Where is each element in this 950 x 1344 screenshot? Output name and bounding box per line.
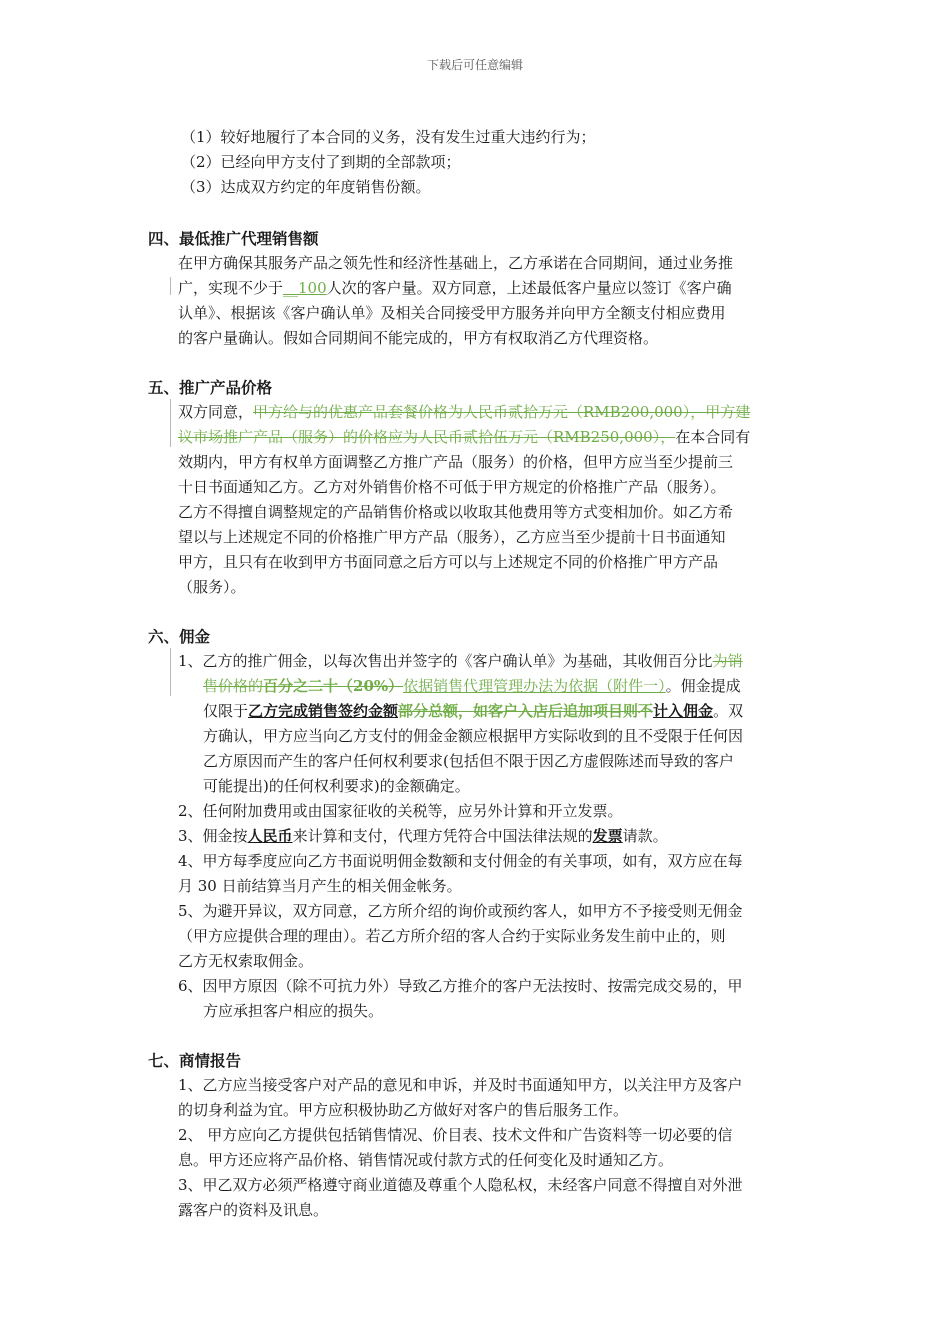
page-header: 下载后可任意编辑 bbox=[426, 58, 523, 72]
s4-line-3: 认单》、根据该《客户确认单》及相关合同接受甲方服务并向甲方全额支付相应费用 bbox=[178, 304, 726, 322]
deleted-price-text: 议市场推广产品（服务）的价格应为人民币贰拾伍万元（RMB250,000）， bbox=[178, 428, 676, 446]
deleted-price-text: 甲方给与的优惠产品套餐价格为人民币贰拾万元（RMB200,000），甲方建 bbox=[253, 403, 751, 421]
section-7-heading: 七、商情报告 bbox=[148, 1051, 242, 1070]
revision-marker bbox=[170, 399, 171, 447]
revision-marker bbox=[170, 648, 171, 696]
condition-item: （3）达成双方约定的年度销售份额。 bbox=[181, 178, 431, 196]
s6-item-6-line-2: 方应承担客户相应的损失。 bbox=[203, 1002, 384, 1020]
s5-line-4: 十日书面通知乙方。乙方对外销售价格不可低于甲方规定的价格推广产品（服务）。 bbox=[178, 478, 726, 496]
s5-line-6: 望以与上述规定不同的价格推广甲方产品（服务），乙方应当至少提前十日书面通知 bbox=[178, 528, 726, 546]
s7-item-1-line-2: 的切身利益为宜。甲方应积极协助乙方做好对客户的售后服务工作。 bbox=[178, 1101, 629, 1119]
s5-line-2: 议市场推广产品（服务）的价格应为人民币贰拾伍万元（RMB250,000），在本合同有 bbox=[178, 428, 751, 446]
s6-item-5-line-2: （甲方应提供合理的理由）。若乙方所介绍的客人合约于实际业务发生前中止的，则 bbox=[178, 927, 726, 945]
revision-marker bbox=[170, 277, 171, 295]
s6-item-1-line-2: 售价格的百分之二十（20%）依据销售代理管理办法为依据（附件一）。佣金提成 bbox=[203, 677, 741, 695]
inserted-commission-basis: 依据销售代理管理办法为依据（附件一） bbox=[403, 677, 666, 695]
section-6-heading: 六、佣金 bbox=[148, 627, 211, 646]
s4-line-4: 的客户量确认。假如合同期间不能完成的，甲方有权取消乙方代理资格。 bbox=[178, 329, 659, 347]
s4-line-1: 在甲方确保其服务产品之领先性和经济性基础上，乙方承诺在合同期间，通过业务推 bbox=[178, 254, 734, 272]
s7-item-3-line-2: 露客户的资料及讯息。 bbox=[178, 1201, 329, 1219]
s5-line-8: （服务）。 bbox=[178, 578, 246, 596]
s6-item-2: 2、任何附加费用或由国家征收的关税等，应另外计算和开立发票。 bbox=[178, 802, 623, 820]
s6-item-4-line-1: 4、甲方每季度应向乙方书面说明佣金数额和支付佣金的有关事项，如有，双方应在每 bbox=[178, 852, 743, 870]
s6-item-1-line-6: 可能提出)的任何权利要求)的金额确定。 bbox=[203, 777, 470, 795]
section-4-heading: 四、最低推广代理销售额 bbox=[148, 229, 319, 248]
s6-item-1-line-1: 1、乙方的推广佣金，以每次售出并签字的《客户确认单》为基础，其收佣百分比为销 bbox=[178, 652, 743, 670]
s5-line-3: 效期内，甲方有权单方面调整乙方推广产品（服务）的价格，但甲方应当至少提前三 bbox=[178, 453, 734, 471]
s5-line-1: 双方同意，甲方给与的优惠产品套餐价格为人民币贰拾万元（RMB200,000），甲方建 bbox=[178, 403, 751, 421]
s5-line-5: 乙方不得擅自调整规定的产品销售价格或以收取其他费用等方式变相加价。如乙方希 bbox=[178, 503, 734, 521]
s7-item-1-line-1: 1、乙方应当接受客户对产品的意见和申诉，并及时书面通知甲方，以关注甲方及客户 bbox=[178, 1076, 743, 1094]
s6-item-5-line-3: 乙方无权索取佣金。 bbox=[178, 952, 314, 970]
s7-item-2-line-1: 2、 甲方应向乙方提供包括销售情况、价目表、技术文件和广告资料等一切必要的信 bbox=[178, 1126, 733, 1144]
s6-item-3: 3、佣金按人民币来计算和支付，代理方凭符合中国法律法规的发票请款。 bbox=[178, 827, 668, 845]
s7-item-2-line-2: 息。甲方还应将产品价格、销售情况或付款方式的任何变化及时通知乙方。 bbox=[178, 1151, 674, 1169]
section-5-heading: 五、推广产品价格 bbox=[148, 378, 273, 397]
s7-item-3-line-1: 3、甲乙双方必须严格遵守商业道德及尊重个人隐私权，未经客户同意不得擅自对外泄 bbox=[178, 1176, 743, 1194]
condition-item: （1）较好地履行了本合同的义务，没有发生过重大违约行为； bbox=[181, 128, 596, 146]
condition-item: （2）已经向甲方支付了到期的全部款项； bbox=[181, 153, 461, 171]
s4-line-2: 广，实现不少于__100人次的客户量。双方同意，上述最低客户量应以签订《客户确 bbox=[178, 279, 732, 297]
s6-item-1-line-5: 乙方原因而产生的客户任何权利要求(包括但不限于因乙方虚假陈述而导致的客户 bbox=[203, 752, 734, 770]
s5-line-7: 甲方，且只有在收到甲方书面同意之后方可以与上述规定不同的价格推广甲方产品 bbox=[178, 553, 719, 571]
s6-item-1-line-3: 仅限于乙方完成销售签约金额部分总额，如客户入店后追加项目则不计入佣金。双 bbox=[203, 702, 744, 720]
s6-item-4-line-2: 月 30 日前结算当月产生的相关佣金帐务。 bbox=[178, 877, 462, 895]
deleted-commission-rate: 百分之二十（20%） bbox=[263, 677, 404, 695]
s6-item-5-line-1: 5、为避开异议，双方同意，乙方所介绍的询价或预约客人，如甲方不予接受则无佣金 bbox=[178, 902, 743, 920]
s6-item-1-line-4: 方确认，甲方应当向乙方支付的佣金金额应根据甲方实际收到的且不受限于任何因 bbox=[203, 727, 744, 745]
s6-item-6-line-1: 6、因甲方原因（除不可抗力外）导致乙方推介的客户无法按时、按需完成交易的，甲 bbox=[178, 977, 743, 995]
min-customer-count: __100 bbox=[283, 279, 327, 297]
